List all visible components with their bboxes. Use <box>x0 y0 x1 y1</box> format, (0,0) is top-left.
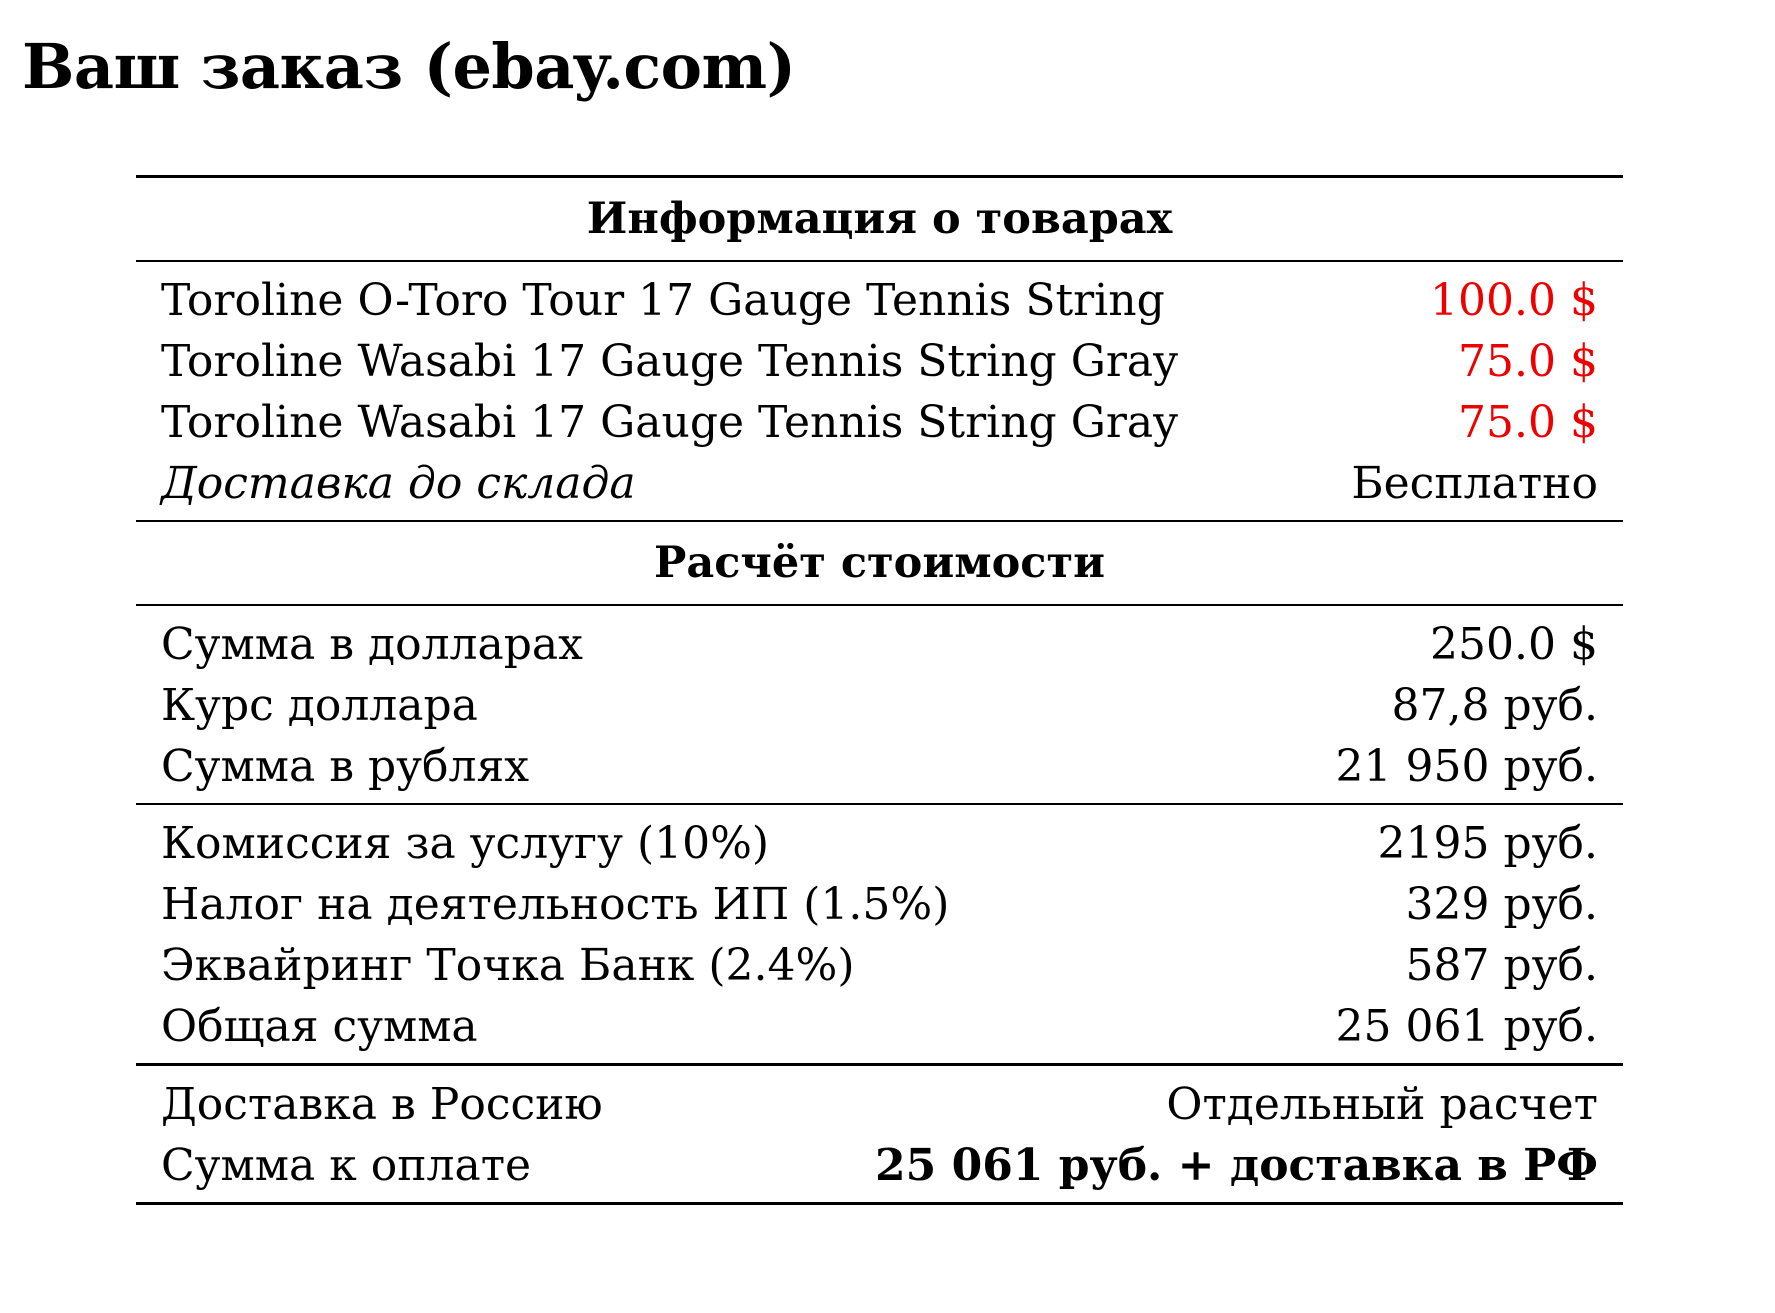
order-table <box>136 175 1623 1205</box>
final-list <box>136 1066 1623 1202</box>
products-heading: Информация о товарах <box>586 194 1173 244</box>
exchange-rate-value: 87,8 руб. <box>1391 680 1598 731</box>
conversion-list <box>136 606 1623 803</box>
product-name: Toroline O-Toro Tour 17 Gauge Tennis String <box>161 275 1165 326</box>
product-price: 75.0 $ <box>1458 336 1598 387</box>
usd-sum-value: 250.0 $ <box>1430 619 1598 670</box>
page-title: Ваш заказ (ebay.com) <box>22 30 796 103</box>
warehouse-delivery-label: Доставка до склада <box>161 458 636 509</box>
total-value: 25 061 руб. <box>1335 1001 1598 1052</box>
product-price: 100.0 $ <box>1430 275 1598 326</box>
russia-delivery-value: Отдельный расчет <box>1166 1079 1598 1130</box>
rub-sum-label: Сумма в рублях <box>161 741 530 792</box>
acquiring-label: Эквайринг Точка Банк (2.4%) <box>161 940 855 991</box>
service-fee-row <box>161 813 1598 874</box>
tax-label: Налог на деятельность ИП (1.5%) <box>161 879 950 930</box>
tax-row <box>161 874 1598 935</box>
table-bottom-rule <box>136 1202 1623 1205</box>
rub-sum-value: 21 950 руб. <box>1335 741 1598 792</box>
usd-sum-label: Сумма в долларах <box>161 619 583 670</box>
russia-delivery-label: Доставка в Россию <box>161 1079 603 1130</box>
service-fee-label: Комиссия за услугу (10%) <box>161 818 770 869</box>
tax-value: 329 руб. <box>1405 879 1598 930</box>
amount-due-label: Сумма к оплате <box>161 1140 532 1191</box>
products-list <box>136 262 1623 520</box>
total-row <box>161 996 1598 1057</box>
total-label: Общая сумма <box>161 1001 478 1052</box>
exchange-rate-label: Курс доллара <box>161 680 478 731</box>
amount-due-value: 25 061 руб. + доставка в РФ <box>875 1140 1598 1191</box>
product-price: 75.0 $ <box>1458 397 1598 448</box>
calculation-heading: Расчёт стоимости <box>654 538 1105 588</box>
amount-due-row <box>161 1135 1598 1196</box>
exchange-rate-row <box>161 675 1598 736</box>
acquiring-value: 587 руб. <box>1405 940 1598 991</box>
usd-sum-row <box>161 614 1598 675</box>
product-row <box>161 270 1598 331</box>
warehouse-delivery-row <box>161 453 1598 514</box>
acquiring-row <box>161 935 1598 996</box>
warehouse-delivery-value: Бесплатно <box>1351 458 1598 509</box>
product-name: Toroline Wasabi 17 Gauge Tennis String Gray <box>161 336 1178 387</box>
fees-list <box>136 805 1623 1063</box>
product-name: Toroline Wasabi 17 Gauge Tennis String Gray <box>161 397 1178 448</box>
service-fee-value: 2195 руб. <box>1377 818 1598 869</box>
rub-sum-row <box>161 736 1598 797</box>
russia-delivery-row <box>161 1074 1598 1135</box>
product-row <box>161 392 1598 453</box>
product-row <box>161 331 1598 392</box>
